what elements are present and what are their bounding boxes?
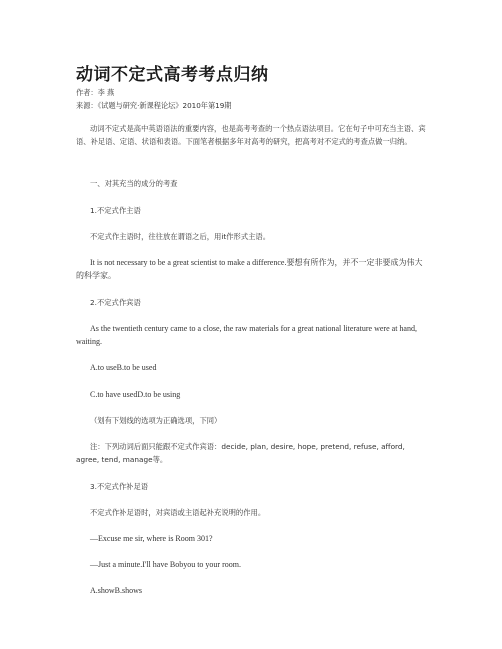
- note-paragraph: 注：下列动词后面只能跟不定式作宾语：decide, plan, desire, hope, pretend, refuse, afford, agree, tend, manage等。: [76, 442, 405, 464]
- subheading-complement: 3.不定式作补足语: [90, 482, 149, 491]
- options-line: A.showB.shows: [90, 586, 143, 595]
- author-line: 作者：李 燕: [76, 88, 115, 97]
- options-line: C.to have usedD.to be using: [90, 390, 181, 399]
- example-sentence: As the twentieth century came to a close, the raw materials for a great national literature were at hand, waiting.: [76, 324, 417, 346]
- dialogue-line: —Just a minute.I'll have Bobyou to your room.: [90, 560, 241, 569]
- paragraph: 不定式作主语时，往往放在谓语之后，用it作形式主语。: [90, 232, 271, 241]
- example-sentence: It is not necessary to be a great scientist to make a difference.要想有所作为，并不一定非要成为伟大的科学家。: [76, 258, 423, 280]
- source-line: 来源：《试题与研究·新课程论坛》2010年第19期: [76, 101, 232, 110]
- dialogue-line: —Excuse me sir, where is Room 301?: [90, 534, 213, 543]
- paragraph: 不定式作补足语时，对宾语或主语起补充说明的作用。: [90, 508, 266, 517]
- subheading-subject: 1.不定式作主语: [90, 206, 141, 215]
- intro-paragraph: 动词不定式是高中英语语法的重要内容，也是高考考查的一个热点语法项目。它在句子中可充当主语、宾语、补足语、定语、状语和表语。下面笔者根据多年对高考的研究，把高考对不定式的考查点做一归纳。: [76, 124, 426, 146]
- article-title: 动词不定式高考考点归纳: [76, 65, 269, 85]
- note-line: （划有下划线的选项为正确选项，下同）: [90, 416, 222, 425]
- section-heading: 一、对其充当的成分的考查: [90, 179, 178, 188]
- options-line: A.to useB.to be used: [90, 363, 157, 372]
- subheading-object: 2.不定式作宾语: [90, 298, 141, 307]
